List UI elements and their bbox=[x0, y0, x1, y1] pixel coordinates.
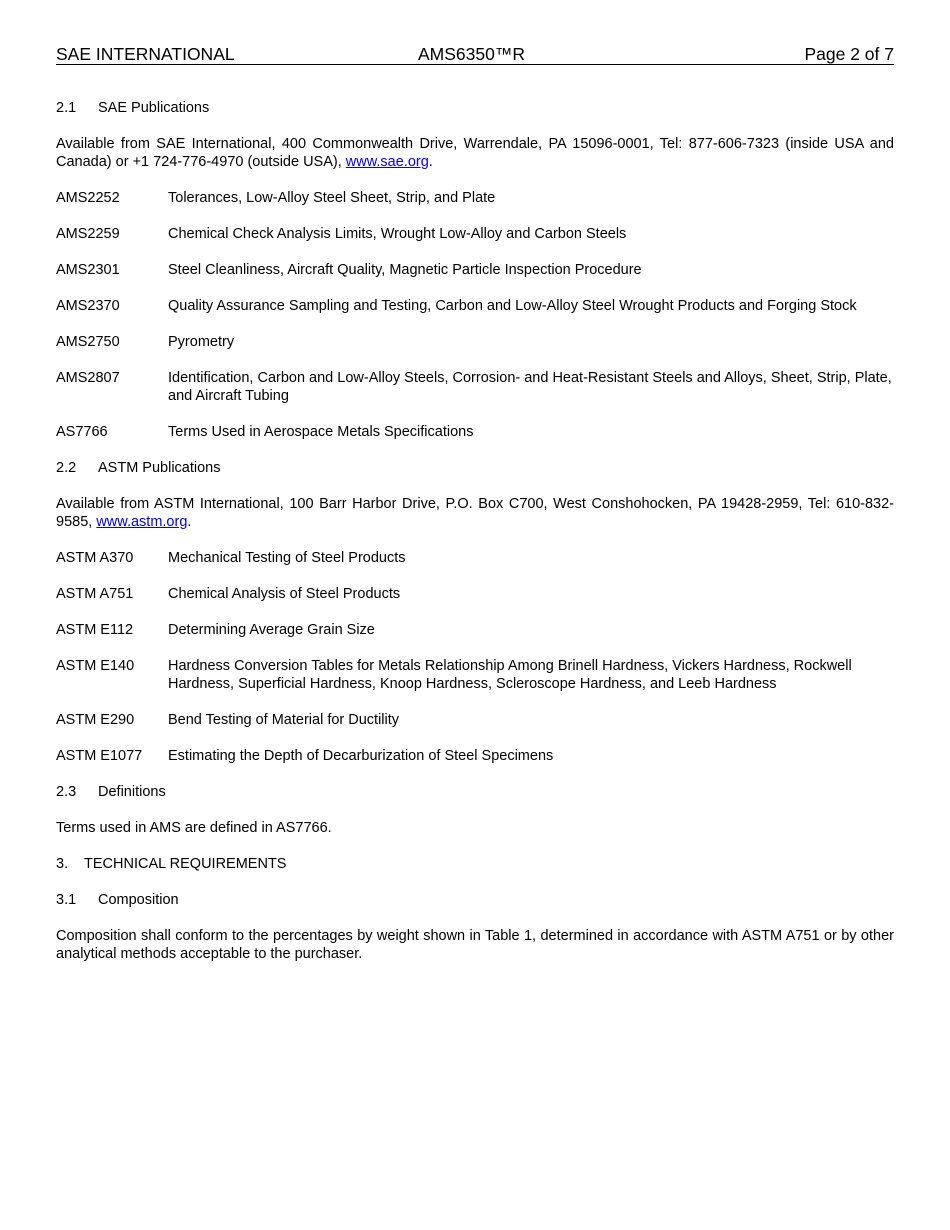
reference-title: Hardness Conversion Tables for Metals Relationship Among Brinell Hardness, Vickers Hardness, Rockwell Hardness, Superficial Hardness, Knoop Hardness, Scleroscope Hardness, and Leeb Hardness bbox=[168, 658, 852, 692]
section-2-1-heading bbox=[56, 99, 894, 117]
section-number: 2.1 bbox=[56, 100, 77, 116]
composition-paragraph: Composition shall conform to the percentages by weight shown in Table 1, determined in accordance with ASTM A751 or by other analytical methods acceptable to the purchaser. bbox=[56, 928, 894, 962]
reference-row bbox=[56, 261, 894, 279]
reference-row bbox=[56, 297, 894, 315]
reference-title: Terms Used in Aerospace Metals Specifications bbox=[168, 424, 474, 440]
reference-row bbox=[56, 585, 894, 603]
section-2-2-heading bbox=[56, 459, 894, 477]
sae-website-link[interactable]: www.sae.org bbox=[345, 154, 429, 170]
reference-row bbox=[56, 657, 894, 693]
reference-row bbox=[56, 369, 894, 405]
section-2-3-heading bbox=[56, 783, 894, 801]
reference-title: Chemical Check Analysis Limits, Wrought Low-Alloy and Carbon Steels bbox=[168, 226, 627, 242]
reference-row bbox=[56, 189, 894, 207]
document-page bbox=[56, 44, 894, 963]
section-title: SAE Publications bbox=[98, 100, 210, 116]
reference-title: Quality Assurance Sampling and Testing, Carbon and Low-Alloy Steel Wrought Products and Forging Stock bbox=[168, 298, 857, 314]
reference-code: AMS2370 bbox=[56, 298, 120, 314]
header-doc-number: AMS6350™R bbox=[418, 44, 525, 64]
reference-code: ASTM E290 bbox=[56, 712, 135, 728]
reference-row bbox=[56, 621, 894, 639]
header-page-number: Page 2 of 7 bbox=[804, 44, 894, 64]
astm-availability-paragraph bbox=[56, 495, 894, 531]
header-org: SAE INTERNATIONAL bbox=[56, 44, 235, 64]
reference-title: Tolerances, Low-Alloy Steel Sheet, Strip, and Plate bbox=[168, 190, 496, 206]
period: . bbox=[187, 514, 192, 530]
reference-code: ASTM A370 bbox=[56, 550, 134, 566]
section-3-heading bbox=[56, 855, 894, 873]
sae-availability-paragraph bbox=[56, 135, 894, 171]
period: . bbox=[428, 154, 433, 170]
reference-code: AMS2252 bbox=[56, 190, 120, 206]
reference-row bbox=[56, 333, 894, 351]
definitions-paragraph: Terms used in AMS are defined in AS7766. bbox=[56, 820, 332, 836]
reference-row bbox=[56, 747, 894, 765]
reference-code: ASTM E140 bbox=[56, 658, 135, 674]
reference-code: ASTM A751 bbox=[56, 586, 134, 602]
astm-website-link[interactable]: www.astm.org bbox=[96, 514, 188, 530]
reference-title: Pyrometry bbox=[168, 334, 235, 350]
reference-code: AMS2259 bbox=[56, 226, 120, 242]
section-title: TECHNICAL REQUIREMENTS bbox=[84, 856, 287, 872]
reference-code: AS7766 bbox=[56, 424, 108, 440]
section-number: 3.1 bbox=[56, 892, 77, 908]
section-title: ASTM Publications bbox=[98, 460, 221, 476]
reference-title: Identification, Carbon and Low-Alloy Steels, Corrosion- and Heat-Resistant Steels and Alloys, Sheet, Strip, Plate, and Aircraft Tubing bbox=[168, 370, 892, 404]
section-title: Composition bbox=[98, 892, 179, 908]
section-3-1-heading bbox=[56, 891, 894, 909]
reference-title: Steel Cleanliness, Aircraft Quality, Magnetic Particle Inspection Procedure bbox=[168, 262, 642, 278]
reference-title: Bend Testing of Material for Ductility bbox=[168, 712, 400, 728]
reference-code: ASTM E1077 bbox=[56, 748, 143, 764]
reference-code: AMS2301 bbox=[56, 262, 120, 278]
availability-text: Available from SAE International, 400 Commonwealth Drive, Warrendale, PA 15096-0001, Tel: 877-606-7323 (inside USA and Canada) or +1 724-776-4970 (outside USA), bbox=[56, 136, 894, 170]
reference-code: AMS2807 bbox=[56, 370, 120, 386]
reference-row bbox=[56, 549, 894, 567]
reference-row bbox=[56, 423, 894, 441]
reference-row bbox=[56, 711, 894, 729]
document-body bbox=[56, 99, 894, 963]
reference-code: AMS2750 bbox=[56, 334, 120, 350]
reference-row bbox=[56, 225, 894, 243]
reference-title: Estimating the Depth of Decarburization of Steel Specimens bbox=[168, 748, 554, 764]
section-number: 3. bbox=[56, 856, 69, 872]
availability-text: Available from ASTM International, 100 Barr Harbor Drive, P.O. Box C700, West Conshohocken, PA 19428-2959, Tel: 610-832-9585, bbox=[56, 496, 894, 530]
section-title: Definitions bbox=[98, 784, 166, 800]
reference-title: Chemical Analysis of Steel Products bbox=[168, 586, 401, 602]
reference-code: ASTM E112 bbox=[56, 622, 134, 638]
reference-title: Determining Average Grain Size bbox=[168, 622, 375, 638]
section-number: 2.2 bbox=[56, 460, 77, 476]
page-header bbox=[56, 44, 894, 65]
reference-title: Mechanical Testing of Steel Products bbox=[168, 550, 406, 566]
section-number: 2.3 bbox=[56, 784, 77, 800]
